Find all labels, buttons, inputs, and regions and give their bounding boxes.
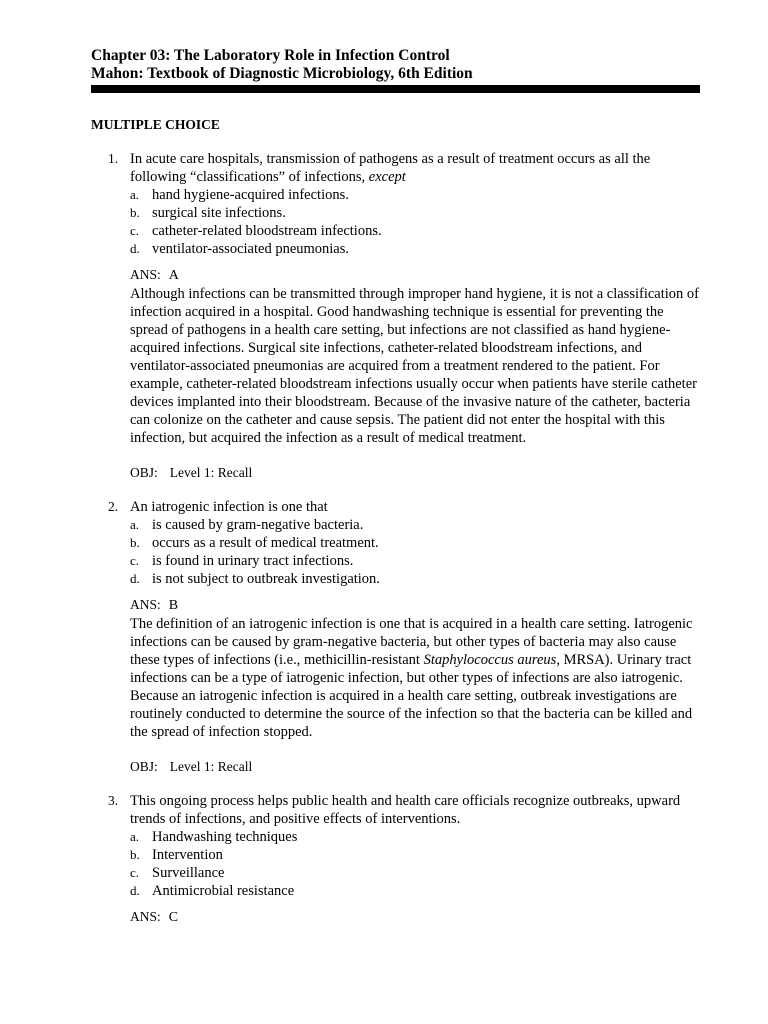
question-stem: In acute care hospitals, transmission of pathogens as a result of treatment occurs as all the following “classifications” of infections, except [130,151,651,185]
organism-name: Staphylococcus aureus [423,652,557,668]
choice-d: d. Antimicrobial resistance [130,883,295,899]
choice-c: c. catheter-related bloodstream infections. [130,223,382,239]
question-3 [91,792,700,927]
chapter-title: Chapter 03: The Laboratory Role in Infection Control [91,47,450,64]
answer-explanation: Although infections can be transmitted through improper hand hygiene, it is not a classification of infection acquired in a hospital. Good handwashing technique is essential for preventing the spread of pathogens in a health care setting, but infections are not classified as hand hygiene-acquired infections. Surgical site infections, catheter-related bloodstream infections, and ventilator-associated pneumonias are acquired from a treatment rendered to the patient. For example, catheter-related bloodstream infections usually occur when patients have sterile catheter devices implanted into their bloodstream. Because of the invasive nature of the catheter, bacteria can colonize on the catheter and cause sepsis. The patient did not enter the hospital with this infection, but acquired the infection as a result of medical treatment. [130,286,699,446]
answer-line: ANS: C [130,909,179,925]
question-1 [91,150,700,482]
document-page [91,47,700,927]
choice-b: b. occurs as a result of medical treatment. [130,535,379,551]
answer-value: B [168,598,179,613]
book-title: Mahon: Textbook of Diagnostic Microbiology, 6th Edition [91,65,473,82]
choice-d: d. is not subject to outbreak investigation. [130,571,380,587]
question-stem: This ongoing process helps public health and health care officials recognize outbreaks, upward trends of infections, and positive effects of interventions. [130,793,681,827]
choice-d: d. ventilator-associated pneumonias. [130,241,350,257]
objective-line: OBJ: Level 1: Recall [130,465,253,480]
answer-line: ANS: B [130,597,179,613]
stem-emphasis: except [368,169,406,185]
objective-value: Level 1: Recall [169,465,253,480]
choice-list [130,828,700,900]
choice-list [130,186,700,258]
choice-c: c. is found in urinary tract infections. [130,553,354,569]
choice-a: a. hand hygiene-acquired infections. [130,187,349,203]
objective-line: OBJ: Level 1: Recall [130,759,253,774]
question-number: 2. [108,499,119,514]
answer-line: ANS: A [130,267,179,283]
question-number: 1. [108,151,119,166]
header-rule [91,85,700,93]
question-number: 3. [108,793,119,808]
choice-c: c. Surveillance [130,865,225,881]
choice-a: a. is caused by gram-negative bacteria. [130,517,364,533]
answer-value: C [168,910,179,925]
choice-b: b. Intervention [130,847,223,863]
question-2 [91,498,700,776]
answer-value: A [168,268,179,283]
choice-b: b. surgical site infections. [130,205,286,221]
objective-value: Level 1: Recall [169,759,253,774]
choice-list [130,516,700,588]
answer-explanation: The definition of an iatrogenic infection is one that is acquired in a health care setting. Iatrogenic infections can be caused by gram-negative bacteria, but other types of bacteria may also cause these types of infections (i.e., methicillin-resistant Staphylococcus aureus, MRSA). Urinary tract infections can be a type of iatrogenic infection, but other types of infections are also iatrogenic. Because an iatrogenic infection is acquired in a health care setting, outbreak investigations are routinely conducted to determine the source of the infection so that the bacteria can be killed and the spread of infection stopped. [130,616,693,740]
choice-a: a. Handwashing techniques [130,829,298,845]
question-stem: An iatrogenic infection is one that [130,499,328,515]
section-heading: MULTIPLE CHOICE [91,117,220,132]
